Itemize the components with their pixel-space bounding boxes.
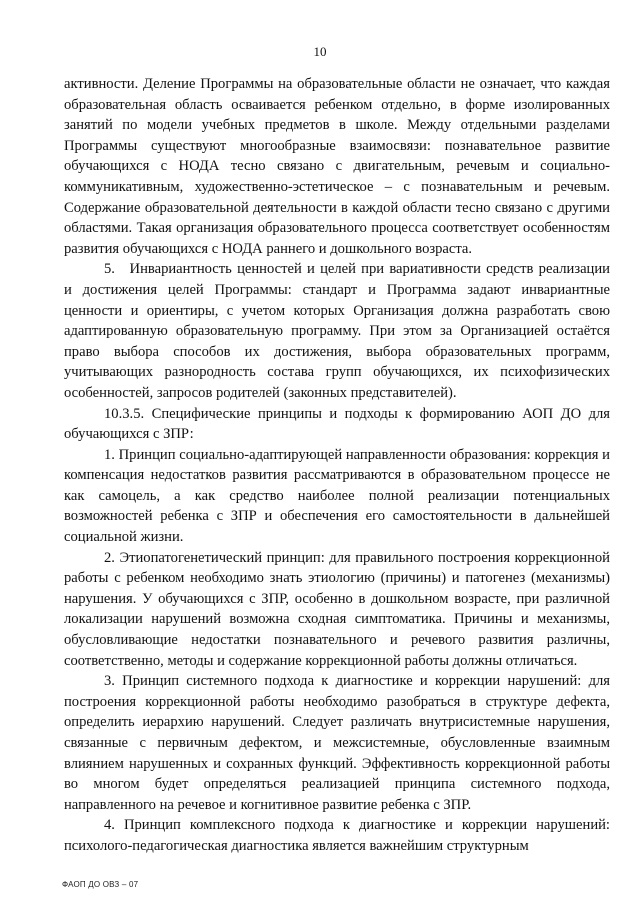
footer-document-code: ФАОП ДО ОВЗ – 07 — [62, 880, 139, 889]
paragraph-principle-5-invariance: 5. Инвариантность ценностей и целей при вариативности средств реализации и достижения целей Программы: стандарт и Программа задают инвариантные ценности и ориентиры, с учетом которых Организация должна разработать свою адаптированную образовательную программу. При этом за Организацией остаётся право выбора способов их достижения, выбора образовательных программ, учитывающих разнородность состава групп обучающихся, их психофизических особенностей, запросов родителей (законных представителей). — [64, 261, 610, 401]
paragraph-principle-etiopathogenetic: 2. Этиопатогенетический принцип: для правильного построения коррекционной работы с ребенком необходимо знать этиологию (причины) и патогенез (механизмы) нарушения. У обучающихся с ЗПР, особенно в дошкольном возрасте, при различной локализации нарушений возможна сходная симптоматика. Причины и механизмы, обусловливающие недостатки познавательного и речевого развития различны, соответственно, методы и содержание коррекционной работы должны отличаться. — [64, 549, 610, 669]
paragraph-principle-complex-approach: 4. Принцип комплексного подхода к диагностике и коррекции нарушений: психолого-педагогическая диагностика является важнейшим структурным — [64, 817, 610, 854]
page-number: 10 — [313, 44, 327, 59]
paragraph-section-10-3-5-heading: 10.3.5. Специфические принципы и подходы к формированию АОП ДО для обучающихся с ЗПР: — [64, 405, 610, 443]
paragraph-principle-systemic-approach: 3. Принцип системного подхода к диагностике и коррекции нарушений: для построения коррекционной работы необходимо разобраться в структуре дефекта, определить иерархию нарушений. Следует различать внутрисистемные нарушения, связанные с первичным дефектом, и межсистемные, обусловленные взаимным влиянием нарушенных и сохранных функций. Эффективность коррекционной работы во многом будет определяться реализацией принципа системного подхода, направленного на речевое и когнитивное развитие ребенка с ЗПР. — [64, 673, 610, 813]
body-text — [64, 74, 610, 857]
paragraph-activity-continuation: активности. Деление Программы на образовательные области не означает, что каждая образовательная область осваивается ребенком отдельно, в форме изолированных занятий по модели учебных предметов в школе. Между отдельными разделами Программы существуют многообразные взаимосвязи: познавательное развитие обучающихся с НОДА тесно связано с двигательным, речевым и социально-коммуникативным, художественно-эстетическое – с познавательным и речевым. Содержание образовательной деятельности в каждой области тесно связано с другими областями. Такая организация образовательного процесса соответствует особенностям развития обучающихся с НОДА раннего и дошкольного возраста. — [64, 76, 610, 257]
paragraph-principle-social-adaptation: 1. Принцип социально-адаптирующей направленности образования: коррекция и компенсация недостатков развития рассматриваются в образовательном процессе не как самоцель, а как средство наиболее полной реализации потенциальных возможностей ребенка с ЗПР и обеспечения его самостоятельности в дальнейшей социальной жизни. — [64, 446, 610, 546]
